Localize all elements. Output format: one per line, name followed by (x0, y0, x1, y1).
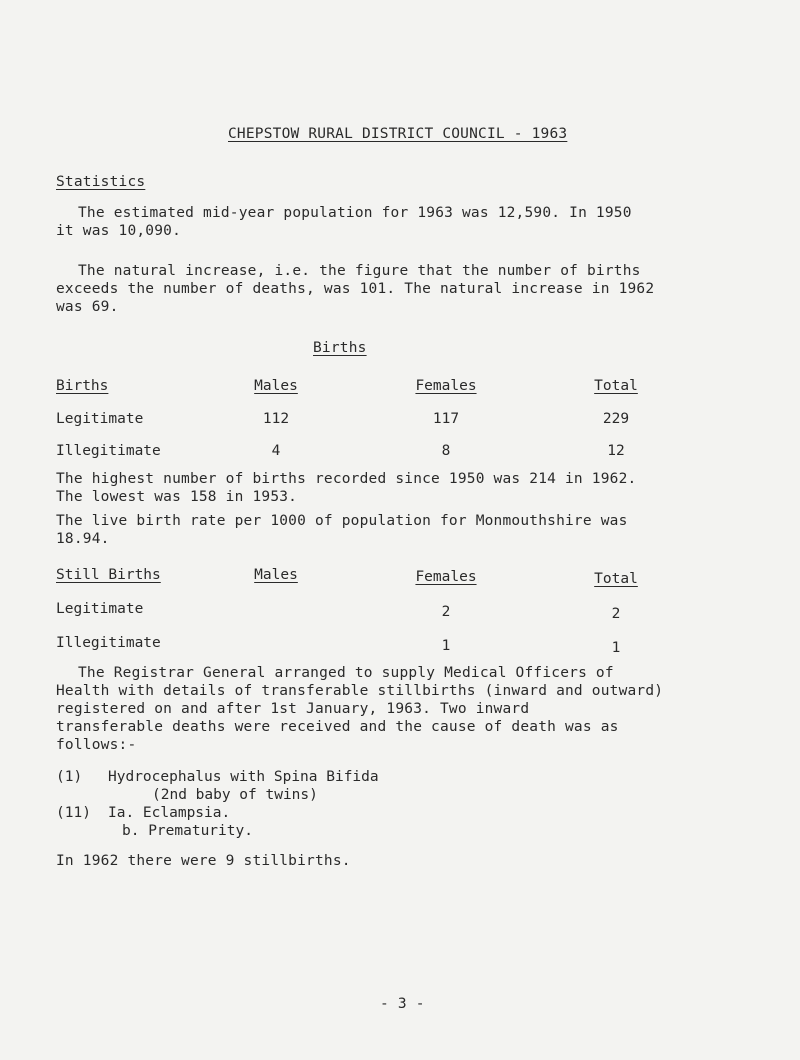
registrar-line-2: Health with details of transferable stillbirths (inward and outward) (56, 683, 664, 699)
birth-range-line-2: The lowest was 158 in 1953. (56, 489, 298, 505)
birth-rate-paragraph (56, 512, 628, 548)
page-number: - 3 - (380, 996, 425, 1012)
stillbirths-header-total: Total (594, 571, 638, 587)
birth-range-paragraph (56, 470, 636, 506)
natural-increase-line-1: The natural increase, i.e. the figure that the number of births (78, 263, 641, 279)
birth-range-line-1: The highest number of births recorded since 1950 was 214 in 1962. (56, 471, 637, 487)
registrar-line-5: follows:- (56, 737, 137, 753)
cause-2-number: (11) (56, 805, 91, 821)
population-line-1: The estimated mid-year population for 1963 was 12,590. In 1950 (78, 205, 632, 221)
births-table-caption: Births (313, 340, 367, 356)
births-header-total: Total (594, 378, 638, 394)
birth-rate-line-1: The live birth rate per 1000 of population for Monmouthshire was (56, 513, 628, 529)
registrar-line-4: transferable deaths were received and the cause of death was as (56, 719, 619, 735)
births-row-1-label: Legitimate (56, 411, 144, 427)
birth-rate-line-2: 18.94. (56, 531, 110, 547)
closing-sentence: In 1962 there were 9 stillbirths. (56, 853, 351, 869)
natural-increase-paragraph (56, 262, 654, 316)
stillbirths-header-label: Still Births (56, 567, 161, 583)
natural-increase-line-2: exceeds the number of deaths, was 101. The natural increase in 1962 (56, 281, 655, 297)
births-row-1-total: 229 (602, 411, 630, 427)
stillbirths-row-1-label: Legitimate (56, 601, 144, 617)
births-row-1-males: 112 (262, 411, 290, 427)
births-row-2-males: 4 (271, 443, 281, 459)
births-row-2-total: 12 (607, 443, 625, 459)
population-line-2: it was 10,090. (56, 223, 182, 239)
section-title: Statistics (56, 174, 146, 190)
cause-1-text: Hydrocephalus with Spina Bifida (108, 769, 379, 785)
registrar-paragraph (56, 664, 663, 754)
cause-1-sub: (2nd baby of twins) (152, 787, 318, 803)
stillbirths-header-males: Males (254, 567, 298, 583)
births-header-females: Females (415, 378, 477, 394)
stillbirths-row-2-total: 1 (611, 640, 621, 656)
births-header-males: Males (254, 378, 298, 394)
stillbirths-header-females: Females (415, 569, 477, 585)
births-row-1-females: 117 (432, 411, 460, 427)
cause-1-number: (1) (56, 769, 83, 785)
stillbirths-row-2-females: 1 (441, 638, 451, 654)
cause-2-b: b. Prematurity. (122, 823, 253, 839)
registrar-line-1: The Registrar General arranged to supply Medical Officers of (78, 665, 614, 681)
births-header-label: Births (56, 378, 109, 394)
stillbirths-row-1-females: 2 (441, 604, 451, 620)
registrar-line-3: registered on and after 1st January, 1963. Two inward (56, 701, 530, 717)
page-title: CHEPSTOW RURAL DISTRICT COUNCIL - 1963 (228, 126, 568, 142)
stillbirths-row-2-label: Illegitimate (56, 635, 161, 651)
natural-increase-line-3: was 69. (56, 299, 119, 315)
stillbirths-row-1-total: 2 (611, 606, 621, 622)
births-row-2-label: Illegitimate (56, 443, 161, 459)
population-paragraph (56, 204, 632, 240)
cause-2-a: Ia. Eclampsia. (108, 805, 231, 821)
births-row-2-females: 8 (441, 443, 451, 459)
